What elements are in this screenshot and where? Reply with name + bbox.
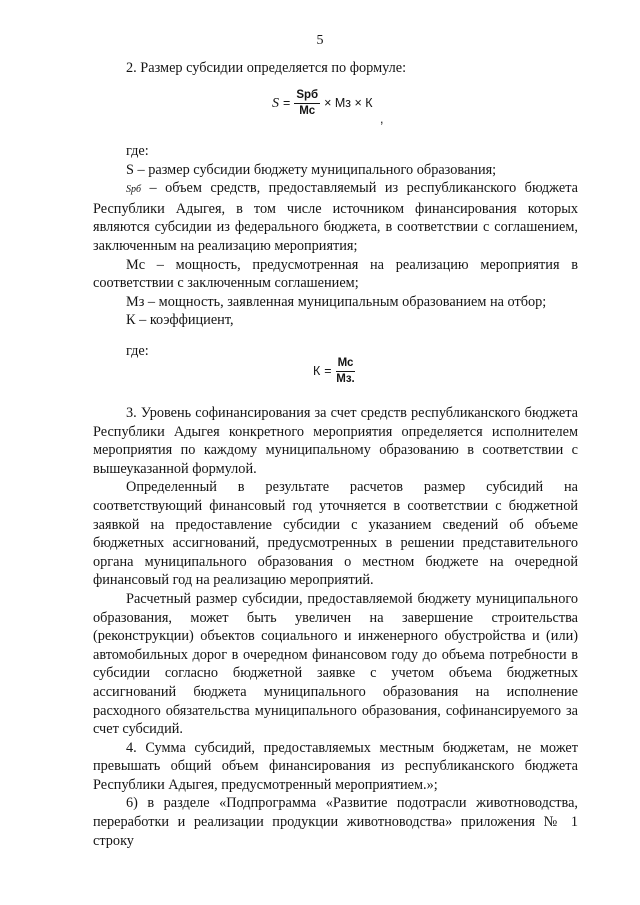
definition-mz: Мз – мощность, заявленная муниципальным образованием на отбор;: [126, 293, 547, 310]
definitions-block: [93, 142, 578, 330]
formula-rest: × Мз × К: [324, 96, 373, 111]
page-number: 5: [316, 33, 324, 48]
where-label-1: где:: [126, 143, 149, 159]
coef-eq: =: [324, 364, 332, 379]
paragraph-6: 6) в разделе «Подпрограмма «Развитие подотрасли животноводства, переработки и реализации продукции животноводства» приложения № 1 строку: [93, 795, 578, 849]
formula-trailing-comma: ,: [380, 112, 384, 126]
formula-denominator: Мс: [299, 105, 316, 117]
definition-s: S – размер субсидии бюджету муниципального образования;: [126, 161, 497, 178]
where-label-2: где:: [126, 343, 149, 359]
coef-denominator: Мз.: [336, 373, 355, 385]
coef-numerator: Мс: [336, 357, 356, 372]
paragraph-3: 3. Уровень софинансирования за счет средств республиканского бюджета Республики Адыгея конкретного мероприятия определяется исполнителем мероприятия по каждому муниципальному образованию в соответствии с вышеуказанной формулой.: [93, 405, 578, 477]
formula-eq: =: [283, 96, 291, 111]
subsidy-formula: [272, 89, 373, 118]
formula-fraction: [294, 89, 320, 118]
coefficient-formula: [313, 357, 355, 386]
formula-lhs: S: [272, 96, 279, 112]
coef-lhs: К: [313, 364, 321, 379]
spb-text: – объем средств, предоставляемый из республиканского бюджета Республики Адыгея, в том числе источником финансирования которых являются субсидии из федерального бюджета, в соответствии с соглашением, заключенным на реализацию мероприятия;: [93, 180, 578, 254]
formula-numerator: Spб: [294, 89, 320, 104]
definition-mc: Мс – мощность, предусмотренная на реализацию мероприятия в соответствии с заключенным соглашением;: [93, 256, 578, 292]
coef-fraction: [336, 357, 356, 386]
spb-symbol: Spб: [126, 184, 142, 196]
paragraph-4: 4. Сумма субсидий, предоставляемых местным бюджетам, не может превышать общий объем финансирования из республиканского бюджета Республики Адыгея, предусмотренный мероприятием.»;: [93, 739, 578, 793]
body-block: [93, 404, 578, 850]
paragraph-calculated-size: Расчетный размер субсидии, предоставляемой бюджету муниципального образования, может быть увеличен на завершение строительства (реконструкции) объектов социального и инженерного обустройства и (или) автомобильных дорог в очередном финансовом году до объема потребности в субсидии согласно бюджетной заявке с учетом объема бюджетных ассигнований бюджета муниципального образования на исполнение расходного обязательства муниципального образования, софинансируемого за счет субсидий.: [93, 590, 578, 738]
definition-spb: [93, 179, 578, 255]
paragraph-determined-size: Определенный в результате расчетов размер субсидий на соответствующий финансовый год уточняется в соответствии с бюджетной заявкой на предоставление субсидии с указанием сведений об объеме бюджетных ассигнований, предусмотренных в решении представительного органа муниципального образования о местном бюджете на очередной финансовый год на реализацию мероприятий.: [93, 479, 578, 589]
definition-k: К – коэффициент,: [126, 312, 234, 329]
item2-title: 2. Размер субсидии определяется по формуле:: [126, 60, 407, 76]
item2-title-block: [93, 59, 578, 78]
